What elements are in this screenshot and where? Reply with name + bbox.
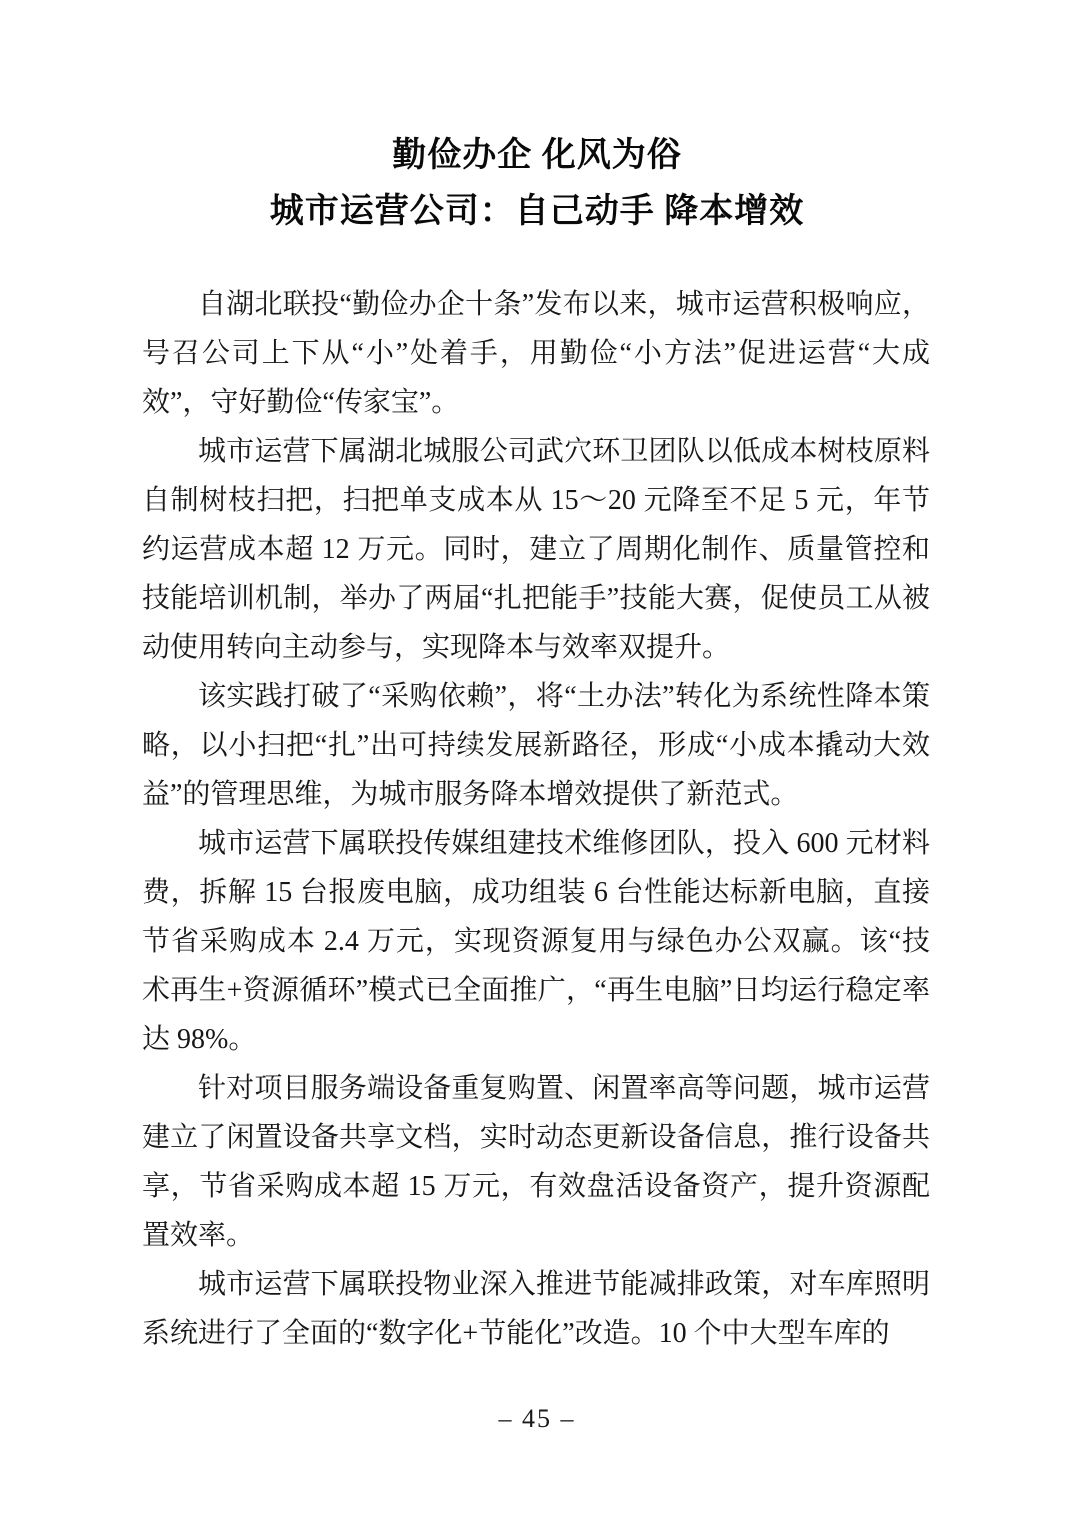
paragraph-4: 城市运营下属联投传媒组建技术维修团队，投入 600 元材料费，拆解 15 台报废电脑，成功组装 6 台性能达标新电脑，直接节省采购成本 2.4 万元，实现资源复用与绿色办公双赢。该“技术再生+资源循环”模式已全面推广，“再生电脑”日均运行稳定率达 98%。	[142, 828, 930, 1055]
page-number: – 45 –	[498, 1404, 576, 1433]
document-title	[0, 128, 1074, 240]
paragraph-1: 自湖北联投“勤俭办企十条”发布以来，城市运营积极响应，号召公司上下从“小”处着手，用勤俭“小方法”促进运营“大成效”，守好勤俭“传家宝”。	[142, 289, 930, 418]
paragraph-6: 城市运营下属联投物业深入推进节能减排政策，对车库照明系统进行了全面的“数字化+节能化”改造。10 个中大型车库的	[142, 1269, 930, 1349]
paragraph-5: 针对项目服务端设备重复购置、闲置率高等问题，城市运营建立了闲置设备共享文档，实时动态更新设备信息，推行设备共享，节省采购成本超 15 万元，有效盘活设备资产，提升资源配置效率。	[142, 1073, 930, 1251]
title-line-2: 城市运营公司：自己动手 降本增效	[269, 193, 805, 230]
document-body	[142, 280, 930, 1358]
paragraph-3: 该实践打破了“采购依赖”，将“土办法”转化为系统性降本策略，以小扫把“扎”出可持续发展新路径，形成“小成本撬动大效益”的管理思维，为城市服务降本增效提供了新范式。	[142, 681, 930, 810]
title-line-1: 勤俭办企 化风为俗	[392, 137, 682, 174]
page-footer	[0, 1404, 1074, 1434]
paragraph-2: 城市运营下属湖北城服公司武穴环卫团队以低成本树枝原料自制树枝扫把，扫把单支成本从 15～20 元降至不足 5 元，年节约运营成本超 12 万元。同时，建立了周期化制作、质量管控和技能培训机制，举办了两届“扎把能手”技能大赛，促使员工从被动使用转向主动参与，实现降本与效率双提升。	[142, 436, 930, 663]
